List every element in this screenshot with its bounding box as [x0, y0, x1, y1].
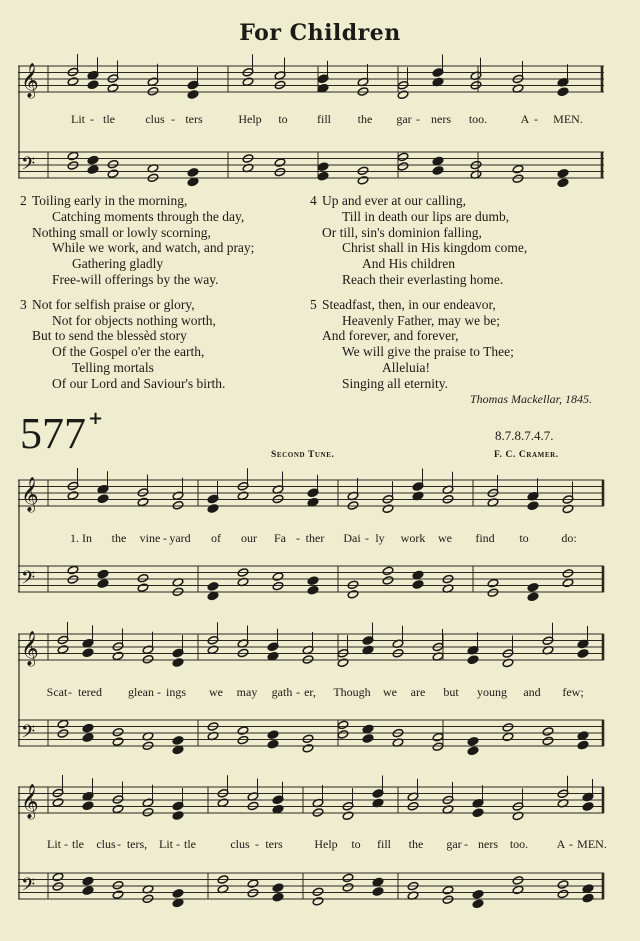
- lyric-syllable: er,: [304, 685, 316, 699]
- stanza-number: 5: [310, 296, 317, 312]
- lyric-syllable: few;: [562, 685, 584, 699]
- lyric-syllable: gath: [271, 685, 293, 699]
- lyric-syllable: -: [296, 685, 300, 699]
- verse-line: Nothing small or lowly scorning,: [32, 224, 211, 240]
- verse-line: Telling mortals: [72, 359, 154, 375]
- lyric-syllable: -: [171, 112, 175, 126]
- verse-line: Free-will offerings by the way.: [52, 271, 219, 287]
- lyric-syllable: fill: [377, 837, 391, 851]
- svg-text:𝄢: 𝄢: [21, 875, 36, 900]
- lyric-syllable: 1. In: [70, 531, 92, 545]
- lyric-syllable: we: [438, 531, 452, 545]
- verse-line: Steadfast, then, in our endeavor,: [322, 296, 496, 312]
- lyric-syllable: ners: [478, 837, 498, 851]
- hymn-number: 577: [20, 409, 86, 458]
- lyric-syllable: Lit: [159, 837, 173, 851]
- lyric-syllable: Dai: [343, 531, 361, 545]
- verse-line: Alleluia!: [382, 359, 430, 375]
- verse-line: While we work, and watch, and pray;: [52, 240, 255, 256]
- lyric-syllable: work: [400, 531, 426, 545]
- svg-text:𝄢: 𝄢: [21, 154, 36, 179]
- lyric-syllable: gar: [396, 112, 412, 126]
- lyric-syllable: -: [569, 837, 573, 851]
- verse-line: Up and ever at our calling,: [322, 193, 466, 208]
- music-system-1: [18, 468, 610, 610]
- verse-line: And forever, and forever,: [322, 328, 459, 344]
- lyric-syllable: to: [519, 531, 529, 545]
- lyric-syllable: ters: [265, 837, 283, 851]
- lyric-syllable: ters: [185, 112, 203, 126]
- lyric-syllable: Lit: [47, 837, 61, 851]
- stanza-number: 2: [20, 193, 27, 208]
- lyric-syllable: glean: [128, 685, 154, 699]
- lyric-syllable: may: [236, 685, 258, 699]
- lyric-syllable: Lit: [71, 112, 85, 126]
- lyric-syllable: vine: [139, 531, 161, 545]
- lyric-syllable: and: [523, 685, 541, 699]
- lyric-syllable: MEN.: [553, 112, 583, 126]
- lyric-syllable: do:: [561, 531, 577, 545]
- lyric-syllable: we: [209, 685, 223, 699]
- hymn-meter: 8.7.8.7.4.7.: [495, 428, 554, 443]
- lyric-syllable: find: [475, 531, 495, 545]
- lyric-syllable: MEN.: [577, 837, 607, 851]
- verse-line: We will give the praise to Thee;: [342, 344, 514, 360]
- lyric-syllable: -: [90, 112, 94, 126]
- author-year: 1845.: [565, 392, 592, 406]
- lyric-syllable: clus: [230, 837, 250, 851]
- page-title: For Children: [239, 20, 401, 46]
- stanza-5: [310, 297, 610, 392]
- svg-text:𝄞: 𝄞: [21, 63, 39, 98]
- lyric-syllable: -: [163, 531, 167, 545]
- verse-line: Of our Lord and Saviour's birth.: [52, 375, 226, 391]
- author-name: Thomas Mackellar,: [470, 392, 562, 406]
- lyric-syllable: -: [255, 837, 259, 851]
- hymn-cross-mark: +: [88, 408, 104, 429]
- lyric-syllable: young: [477, 685, 507, 699]
- lyric-syllable: to: [278, 112, 288, 126]
- verse-line: But to send the blessèd story: [32, 328, 187, 344]
- verse-line: Singing all eternity.: [342, 375, 448, 391]
- lyric-syllable: Fa: [274, 531, 286, 545]
- verse-line: Not for objects nothing worth,: [52, 312, 216, 328]
- lyric-syllable: ings: [165, 685, 187, 699]
- verses-right-column: [310, 193, 610, 401]
- svg-text:𝄢: 𝄢: [21, 568, 36, 593]
- lyric-syllable: are: [410, 685, 426, 699]
- stanza-2: [20, 193, 320, 288]
- lyric-syllable: -: [117, 837, 121, 851]
- svg-text:𝄞: 𝄞: [21, 631, 39, 666]
- lyric-syllable: -: [365, 531, 369, 545]
- lyric-syllable: gar: [446, 837, 462, 851]
- verse-line: And His children: [362, 256, 455, 272]
- lyric-syllable: tle: [72, 837, 84, 851]
- stanza-4: [310, 193, 610, 288]
- lyric-syllable: Help: [238, 112, 262, 126]
- lyric-syllable: too.: [509, 837, 529, 851]
- lyric-syllable: A: [556, 837, 566, 851]
- lyric-syllable: -: [296, 531, 300, 545]
- lyric-syllable: -: [157, 685, 161, 699]
- lyric-syllable: Help: [314, 837, 338, 851]
- lyric-syllable: the: [357, 112, 373, 126]
- verse-line: Not for selfish praise or glory,: [32, 296, 195, 312]
- svg-text:𝄢: 𝄢: [21, 722, 36, 747]
- verse-line: Heavenly Father, may we be;: [342, 312, 501, 328]
- verse-line: Toiling early in the morning,: [32, 193, 188, 208]
- lyric-syllable: Though: [333, 685, 371, 699]
- lyric-syllable: our: [241, 531, 257, 545]
- music-system-3: [18, 775, 610, 917]
- lyric-syllable: -: [176, 837, 180, 851]
- lyric-syllable: to: [351, 837, 361, 851]
- lyric-syllable: -: [64, 837, 68, 851]
- music-system-2: [18, 622, 610, 764]
- lyric-syllable: tered: [78, 685, 102, 699]
- verse-line: Reach their everlasting home.: [342, 271, 504, 287]
- lyric-syllable: we: [383, 685, 397, 699]
- music-system-top: [18, 54, 610, 190]
- tune-name: Second Tune.: [271, 450, 335, 460]
- lyric-syllable: tle: [103, 112, 115, 126]
- lyric-syllable: ther: [305, 531, 325, 545]
- verse-line: Till in death our lips are dumb,: [342, 208, 510, 224]
- svg-text:𝄞: 𝄞: [21, 477, 39, 512]
- lyric-syllable: A: [520, 112, 530, 126]
- lyric-syllable: ners: [431, 112, 451, 126]
- lyric-syllable: ly: [375, 531, 385, 545]
- stanza-number: 4: [310, 193, 317, 208]
- verse-line: Or till, sin's dominion falling,: [322, 224, 482, 240]
- lyric-syllable: yard: [169, 531, 191, 545]
- lyric-syllable: but: [443, 685, 459, 699]
- verse-line: Of the Gospel o'er the earth,: [52, 344, 205, 360]
- lyric-syllable: Scat: [46, 685, 68, 699]
- lyric-syllable: too.: [468, 112, 488, 126]
- svg-text:𝄞: 𝄞: [21, 784, 39, 819]
- lyric-syllable: ters,: [126, 837, 148, 851]
- lyric-syllable: -: [416, 112, 420, 126]
- lyric-syllable: clus: [145, 112, 165, 126]
- verse-line: Catching moments through the day,: [52, 208, 245, 224]
- author-credit: [470, 392, 592, 407]
- lyric-syllable: -: [68, 685, 72, 699]
- verse-line: Gathering gladly: [72, 256, 164, 272]
- lyric-syllable: tle: [184, 837, 196, 851]
- lyric-syllable: of: [211, 531, 221, 545]
- composer: F. C. Cramer.: [494, 450, 559, 460]
- verse-line: Christ shall in His kingdom come,: [342, 240, 528, 256]
- lyric-syllable: the: [408, 837, 424, 851]
- lyric-syllable: fill: [317, 112, 331, 126]
- lyric-syllable: clus: [96, 837, 116, 851]
- lyric-syllable: -: [464, 837, 468, 851]
- verses-left-column: [20, 193, 320, 401]
- stanza-3: [20, 297, 320, 392]
- stanza-number: 3: [20, 296, 27, 312]
- lyric-syllable: -: [534, 112, 538, 126]
- lyric-syllable: the: [111, 531, 127, 545]
